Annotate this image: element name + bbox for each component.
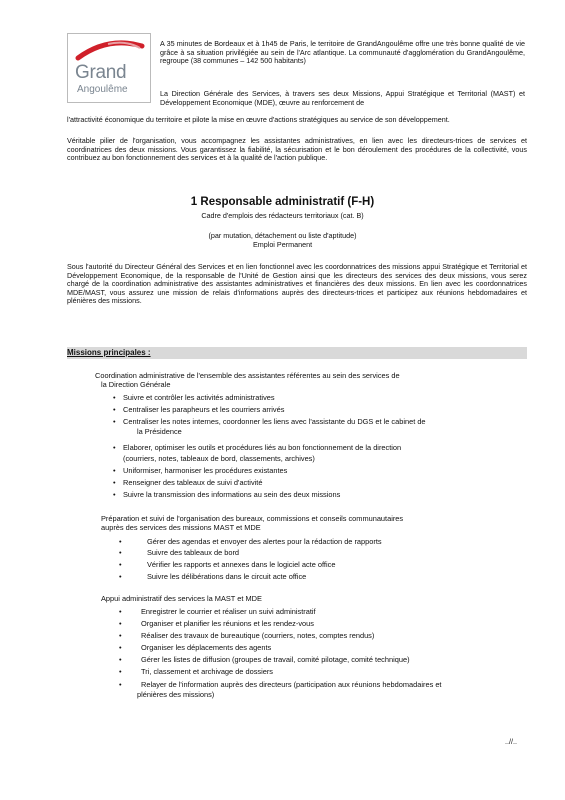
recruitment-mode: (par mutation, détachement ou liste d'aptitude) xyxy=(208,231,357,240)
list-item: • Enregistrer le courrier et réaliser un suivi administratif xyxy=(119,607,316,616)
list-item: • Tri, classement et archivage de dossiers xyxy=(119,667,273,676)
list-item: • Relayer de l'information auprès des directeurs (participation aux réunions hebdomadaires et xyxy=(119,680,442,689)
list-item: • Organiser et planifier les réunions et les rendez-vous xyxy=(119,619,314,628)
list-item: • Organiser les déplacements des agents xyxy=(119,643,272,652)
intro-paragraph-3: Véritable pilier de l'organisation, vous accompagnez les assistantes administratives, en lien avec les directeurs-trices de services et coordinatrices des deux missions. Vous garantissez la fiabilité, la sécurisation et le bon déroulement des procédures de la collectivité, vous contribuez au bon fonctionnement des services et à la qualité de l'action publique. xyxy=(67,136,527,163)
list-item: • Centraliser les parapheurs et les courriers arrivés xyxy=(113,405,285,414)
logo-text-grand: Grand xyxy=(75,62,127,83)
list-item: • Centraliser les notes internes, coordonner les liens avec l'assistante du DGS et le cabinet de xyxy=(113,417,426,426)
list-item-cont: (courriers, notes, tableaux de bord, classements, archives) xyxy=(123,454,315,463)
list-item: • Elaborer, optimiser les outils et procédures liés au bon fonctionnement de la direction xyxy=(113,443,402,452)
list-item: • Suivre la transmission des informations au sein des deux missions xyxy=(113,490,341,499)
missions-heading: Missions principales : xyxy=(67,347,527,359)
list-item: • Gérer les listes de diffusion (groupes de travail, comité pilotage, comité technique) xyxy=(119,655,410,664)
list-item: • Réaliser des travaux de bureautique (courriers, notes, comptes rendus) xyxy=(119,631,375,640)
intro-paragraph-2b: l'attractivité économique du territoire et pilote la mise en œuvre d'actions stratégiques au service de son développement. xyxy=(67,115,450,124)
list-item: • Suivre les délibérations dans le circuit acte office xyxy=(119,572,307,581)
section-2-heading-cont: auprès des services des missions MAST et MDE xyxy=(101,523,261,532)
list-item: • Suivre des tableaux de bord xyxy=(119,548,240,557)
list-item: • Renseigner des tableaux de suivi d'activité xyxy=(113,478,263,487)
section-1-heading: Coordination administrative de l'ensemble des assistantes référentes au sein des services de xyxy=(95,371,400,380)
list-item-cont: la Présidence xyxy=(137,427,182,436)
intro-paragraph-1: A 35 minutes de Bordeaux et à 1h45 de Paris, le territoire de GrandAngoulême offre une très bonne qualité de vie grâce à sa situation privilégiée au sein de l'Arc atlantique. La communauté d'agglomération du GrandAngoulême, regroupe (38 communes – 142 500 habitants) xyxy=(160,39,525,66)
section-2-heading: Préparation et suivi de l'organisation des bureaux, commissions et conseils communautaires xyxy=(101,514,404,523)
grandangouleme-logo xyxy=(67,33,151,103)
list-item-cont: plénières des missions) xyxy=(137,690,215,699)
section-3-heading: Appui administratif des services la MAST et MDE xyxy=(101,594,262,603)
job-description: Sous l'autorité du Directeur Général des Services et en lien fonctionnel avec les coordonnatrices des missions appui Stratégique et Territorial et Développement Economique, de la responsable de l'Unité de Gestion ainsi que les directeurs des services des deux missions, vous serez chargé de la coordination administrative des assistantes administratives et financières des deux missions. En lien avec les coordonnatrices MDE/MAST, vous assurez une mission de relais d'informations auprès des directeurs-trices et participez aux réunions hebdomadaires et plénières des missions. xyxy=(67,262,527,306)
logo-swoosh-icon xyxy=(68,34,152,64)
list-item: • Gérer des agendas et envoyer des alertes pour la rédaction de rapports xyxy=(119,537,382,546)
list-item: • Uniformiser, harmoniser les procédures existantes xyxy=(113,466,288,475)
job-grade: Cadre d'emplois des rédacteurs territoriaux (cat. B) xyxy=(201,211,364,220)
section-1-heading-cont: la Direction Générale xyxy=(101,380,171,389)
intro-paragraph-2a: La Direction Générale des Services, à travers ses deux Missions, Appui Stratégique et Territorial (MAST) et Développement Economique (MDE), œuvre au renforcement de xyxy=(160,89,525,107)
page-continuation: ..//.. xyxy=(505,737,517,746)
job-title: 1 Responsable administratif (F-H) xyxy=(190,196,375,208)
list-item: • Vérifier les rapports et annexes dans le logiciel acte office xyxy=(119,560,336,569)
logo-text-angouleme: Angoulême xyxy=(77,84,128,95)
list-item: • Suivre et contrôler les activités administratives xyxy=(113,393,275,402)
employment-type: Emploi Permanent xyxy=(252,240,313,249)
